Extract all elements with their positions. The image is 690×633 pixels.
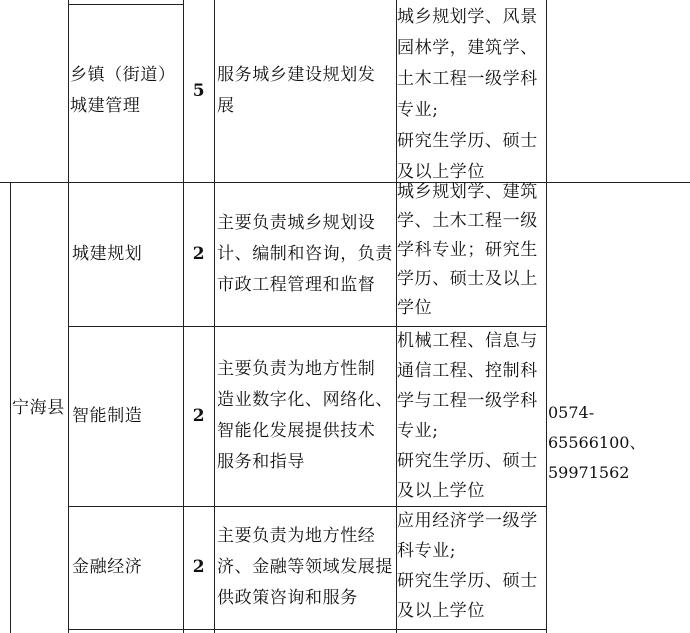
duty-description: 主要负责为地方性制 造业数字化、网络化、 智能化发展提供技术 服务和指导 [217, 359, 393, 472]
requirements: 应用经济学一级学 科专业; 研究生学历、硕士 及以上学位 [397, 511, 538, 621]
position-name: 城建规划 [72, 243, 143, 264]
table-row-divider [68, 629, 546, 630]
headcount: 2 [192, 557, 206, 577]
table-border-left [10, 182, 11, 633]
district-name: 宁海县 [12, 397, 65, 418]
headcount: 2 [192, 243, 206, 264]
requirements: 城乡规划学、风景 园林学，建筑学、 土木工程一级学科 专业; 研究生学历、硕士 及以上学位 [397, 7, 538, 182]
requirements: 城乡规划学、建筑 学、土木工程一级 学科专业；研究生 学历、硕士及以上 学位 [397, 182, 538, 318]
headcount: 2 [192, 405, 206, 426]
table-border-col3 [214, 0, 215, 633]
contact-phone: 0574-65566100、 59971562 [548, 403, 646, 482]
table-row [70, 0, 182, 182]
position-name: 乡镇（街道） [70, 65, 176, 85]
duty-description: 主要负责城乡规划设 计、编制和咨询，负责 市政工程管理和监督 [217, 212, 393, 295]
duty-description: 主要负责为地方性经 济、金融等领域发展提 供政策咨询和服务 [217, 526, 393, 608]
table-border-col1 [68, 0, 69, 633]
requirements: 机械工程、信息与 通信工程、控制科 学与工程一级学科 专业; 研究生学历、硕士 及以上学位 [397, 331, 538, 501]
headcount: 5 [192, 80, 206, 101]
position-name: 金融经济 [72, 557, 143, 577]
duty-description: 服务城乡建设规划发 展 [217, 65, 376, 116]
position-name: 智能制造 [72, 405, 143, 426]
position-name: 城建管理 [70, 96, 141, 116]
